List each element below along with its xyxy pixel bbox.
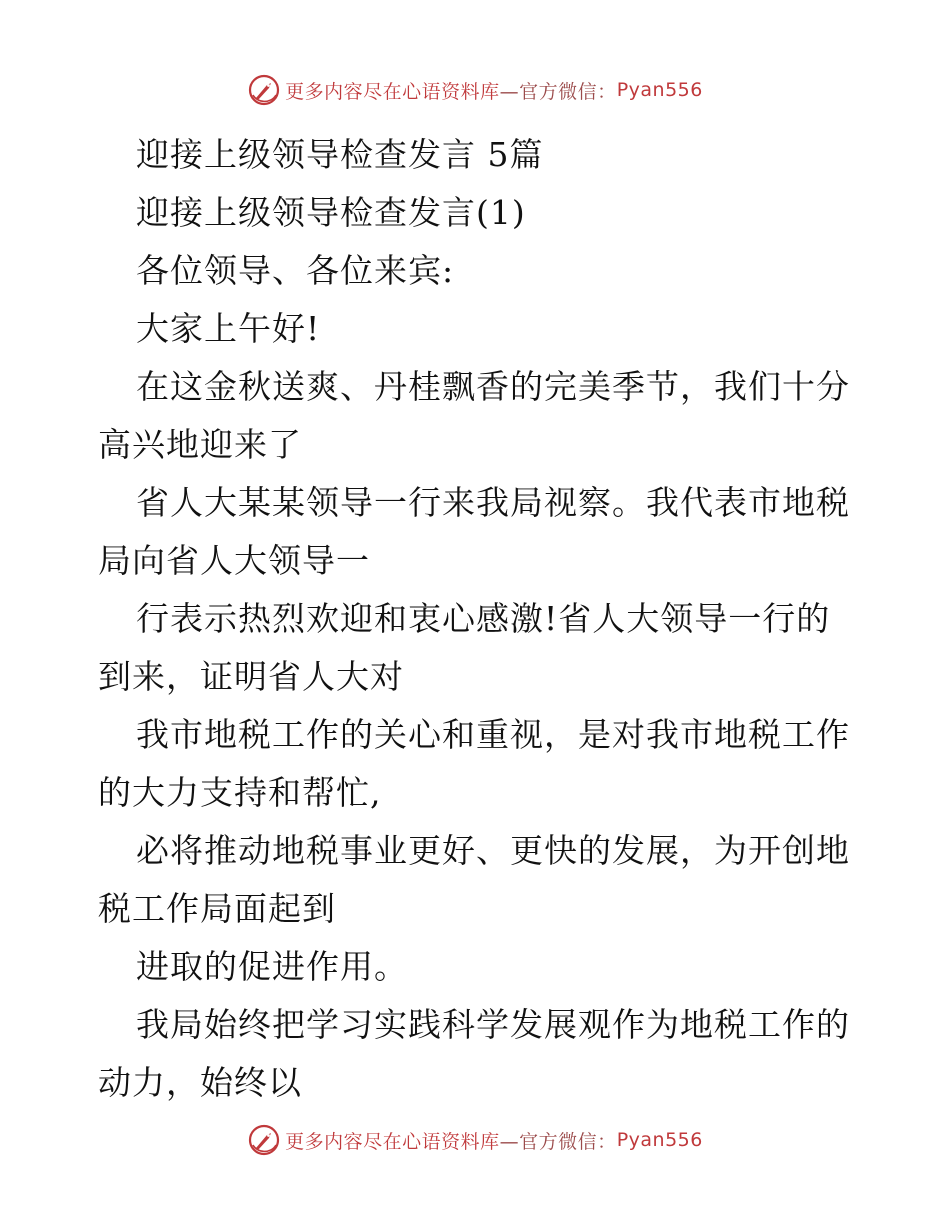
pen-nib-logo-icon [247,1123,281,1157]
pen-nib-logo-icon [247,73,281,107]
document-line: 大家上午好! [136,309,321,348]
header-banner [0,73,950,107]
footer-banner [0,1123,950,1157]
document-line: 省人大某某领导一行来我局视察。我代表市地税 [136,483,850,522]
banner-wechat-id: Pyan556 [616,1129,703,1151]
document-line: 我局始终把学习实践科学发展观作为地税工作的 [136,1005,850,1044]
document-line: 在这金秋送爽、丹桂飘香的完美季节，我们十分 [136,367,850,406]
document-line: 税工作局面起到 [98,889,336,928]
document-line: 迎接上级领导检查发言 5篇 [136,135,544,174]
document-line: 局向省人大领导一 [98,541,370,580]
document-line: 高兴地迎来了 [98,425,302,464]
document-line: 各位领导、各位来宾: [136,251,455,290]
document-line: 我市地税工作的关心和重视，是对我市地税工作 [136,715,850,754]
document-line: 到来，证明省人大对 [98,657,404,696]
document-body [98,126,854,1112]
document-line: 必将推动地税事业更好、更快的发展，为开创地 [136,831,850,870]
banner-wechat-id: Pyan556 [616,79,703,101]
banner-main-text: 更多内容尽在心语资料库 [285,1130,500,1153]
document-line: 行表示热烈欢迎和衷心感激!省人大领导一行的 [136,599,831,638]
banner-main-text: 更多内容尽在心语资料库 [285,80,500,103]
banner-separator-text: —官方微信： [499,1130,617,1153]
document-line: 迎接上级领导检查发言(1) [136,193,526,232]
document-line: 动力，始终以 [98,1063,302,1102]
document-line: 进取的促进作用。 [136,947,408,986]
document-line: 的大力支持和帮忙, [98,773,382,812]
banner-separator-text: —官方微信： [499,80,617,103]
